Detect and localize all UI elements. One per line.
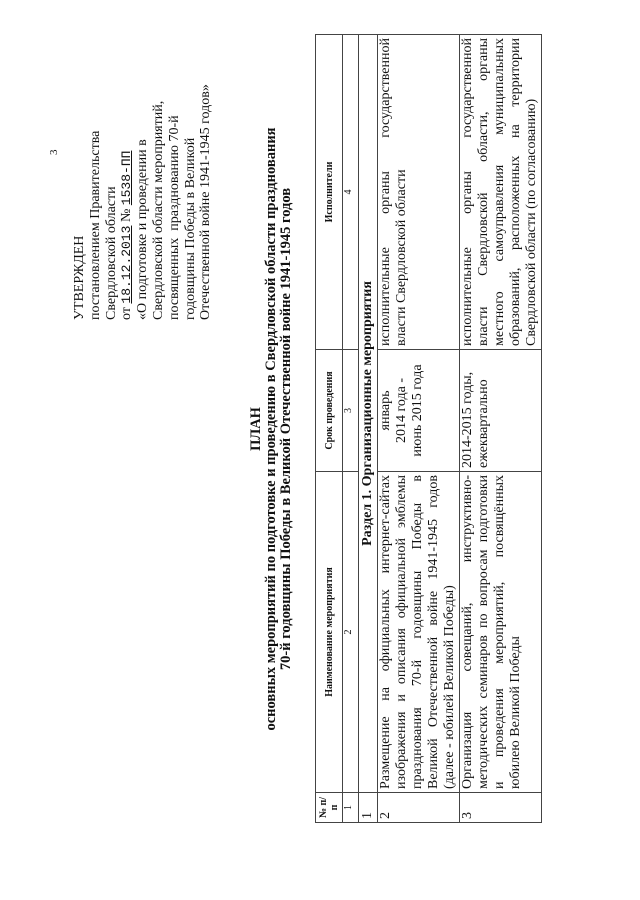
approval-line: «О подготовке и проведении в xyxy=(135,139,151,320)
cell-line: юбилею Великой Победы xyxy=(508,636,523,789)
header-executors: Исполнители xyxy=(316,35,343,350)
row-name xyxy=(460,472,542,793)
cell-line: 2014 года - xyxy=(394,378,409,443)
row-number: 3 xyxy=(460,793,542,823)
approval-line: Отечественной войне 1941-1945 годов» xyxy=(198,84,214,320)
plan-title xyxy=(249,35,294,823)
cell-line: исполнительные органы государственной xyxy=(378,38,393,346)
approval-line: Свердловской области мероприятий, xyxy=(150,100,166,320)
row-executors xyxy=(378,35,460,350)
column-number: 2 xyxy=(343,472,359,793)
header-name: Наименование мероприятия xyxy=(316,472,343,793)
section-row xyxy=(359,35,378,823)
column-number: 4 xyxy=(343,35,359,350)
approval-title: УТВЕРЖДЕН xyxy=(72,235,87,320)
column-number: 3 xyxy=(343,350,359,472)
cell-line: ежеквартально xyxy=(476,379,491,468)
approval-line: годовщины Победы в Великой xyxy=(182,137,198,320)
cell-line: образований, расположенных на территории xyxy=(508,38,523,346)
section-title: Раздел 1. Организационные мероприятия xyxy=(359,35,378,793)
approval-date: 18.12.2013 xyxy=(119,225,135,304)
cell-line: празднования 70-й годовщины Победы в xyxy=(410,475,425,789)
header-number: № п/п xyxy=(316,793,343,823)
table-header-row xyxy=(316,35,343,823)
cell-line: июнь 2015 года xyxy=(410,364,425,457)
cell-line: изображения и описания официальной эмблемы xyxy=(394,475,409,789)
table-row xyxy=(378,35,460,823)
column-numbers-row xyxy=(343,35,359,823)
cell-line: методических семинаров по вопросам подготовки xyxy=(476,475,491,789)
approval-line: постановлением Правительства xyxy=(87,130,103,320)
page-number: 3 xyxy=(48,149,60,155)
cell-line: январь xyxy=(378,390,393,431)
header-term: Срок проведения xyxy=(316,350,343,472)
plan-table xyxy=(315,34,542,823)
cell-line: Размещение на официальных интернет-сайтах xyxy=(378,475,393,789)
cell-line: власти Свердловской области, органы xyxy=(476,38,491,346)
row-term xyxy=(460,350,542,472)
row-executors xyxy=(460,35,542,350)
cell-line: Организация совещаний, инструктивно- xyxy=(460,475,475,789)
cell-line: (далее - юбилей Великой Победы) xyxy=(442,585,457,789)
cell-line: и проведения мероприятий, посвящённых xyxy=(492,475,507,789)
cell-line: 2014-2015 годы, xyxy=(460,371,475,468)
column-number: 1 xyxy=(343,793,359,823)
section-number: 1 xyxy=(359,793,378,823)
cell-line: Великой Отечественной войне 1941-1945 годов xyxy=(426,475,441,789)
cell-line: местного самоуправления муниципальных xyxy=(492,38,507,346)
number-sign: № xyxy=(119,208,135,223)
row-name xyxy=(378,472,460,793)
date-prefix: от xyxy=(119,307,135,320)
row-number: 2 xyxy=(378,793,460,823)
approval-block xyxy=(72,80,214,320)
plan-heading: ПЛАН xyxy=(248,407,264,451)
cell-line: исполнительные органы государственной xyxy=(460,38,475,346)
cell-line: власти Свердловской области xyxy=(394,169,409,346)
approval-number: 1538-ПП xyxy=(119,150,135,206)
row-term xyxy=(378,350,460,472)
plan-subtitle-line: основных мероприятий по подготовке и проведению в Свердловской области празднования xyxy=(263,127,279,731)
approval-line: Свердловской области xyxy=(103,186,119,320)
approval-line: посвященных празднованию 70-й xyxy=(166,115,182,320)
cell-line: Свердловской области (по согласованию) xyxy=(524,98,539,346)
approval-date-line xyxy=(119,80,135,320)
plan-subtitle-line: 70-й годовщины Победы в Великой Отечественной войне 1941-1945 годов xyxy=(278,187,294,671)
table-row xyxy=(460,35,542,823)
